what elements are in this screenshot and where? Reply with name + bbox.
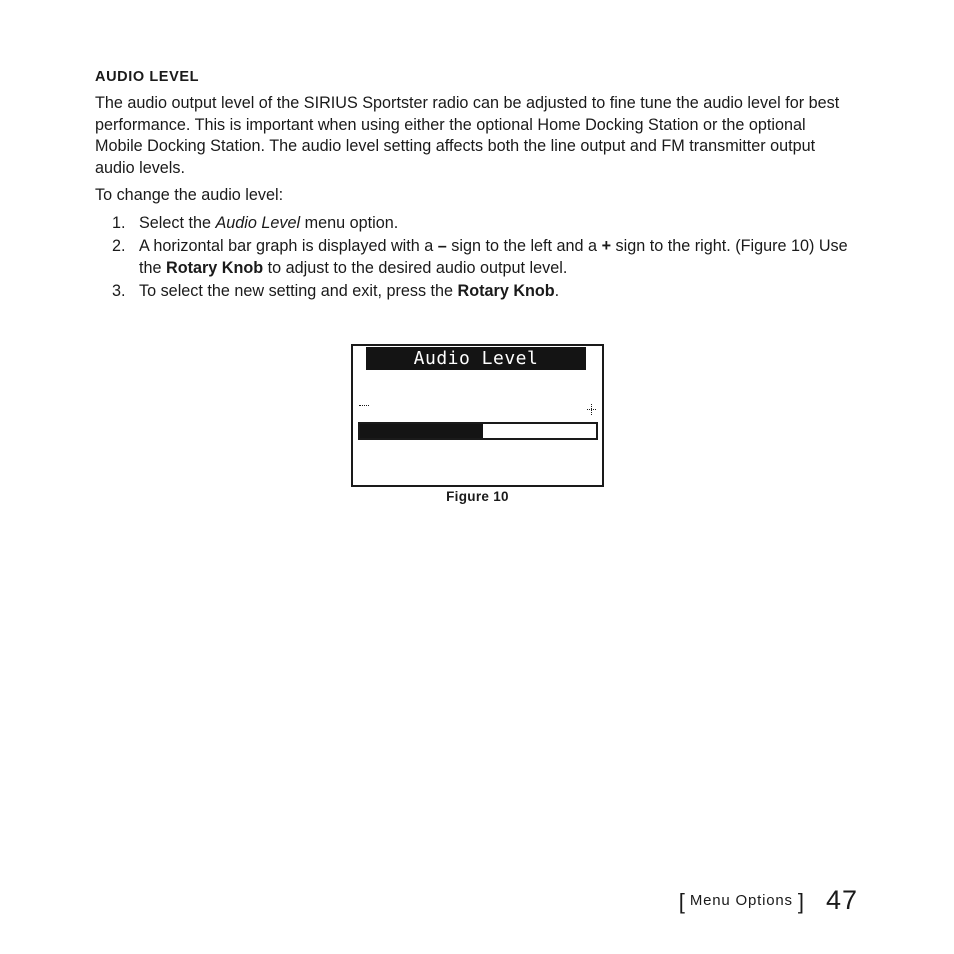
lcd-title: Audio Level bbox=[366, 347, 586, 370]
steps-intro: To change the audio level: bbox=[95, 186, 284, 204]
plus-sign: + bbox=[601, 237, 612, 255]
minus-icon bbox=[359, 405, 369, 410]
footer-section-name: Menu Options bbox=[689, 892, 793, 909]
step-text: To select the new setting and exit, press the bbox=[139, 282, 458, 300]
step-3 bbox=[112, 280, 852, 302]
step-text: A horizontal bar graph is displayed with a bbox=[139, 237, 438, 255]
step-number: 1. bbox=[112, 214, 126, 232]
audio-level-bar bbox=[358, 422, 598, 440]
steps-list bbox=[112, 212, 852, 302]
step-bold: Rotary Knob bbox=[457, 282, 555, 300]
figure-caption: Figure 10 bbox=[446, 489, 509, 504]
section-heading: AUDIO LEVEL bbox=[95, 69, 200, 85]
page-number: 47 bbox=[825, 885, 858, 915]
page-footer bbox=[679, 876, 858, 916]
step-number: 3. bbox=[112, 282, 126, 300]
minus-sign: – bbox=[437, 237, 447, 255]
step-text: sign to the left and a bbox=[446, 237, 602, 255]
step-text: to adjust to the desired audio output level. bbox=[263, 259, 568, 277]
step-emphasis: Audio Level bbox=[215, 214, 301, 232]
step-text: . bbox=[554, 282, 560, 300]
step-text: Select the bbox=[139, 214, 216, 232]
body-paragraph: The audio output level of the SIRIUS Sportster radio can be adjusted to fine tune the audio level for best performance. This is important when using either the optional Home Docking Station or the optional Mobile Docking Station. The audio level setting affects both the line output and FM transmitter output audio levels. bbox=[95, 94, 840, 177]
step-2 bbox=[112, 235, 852, 279]
audio-level-bar-fill bbox=[360, 424, 483, 438]
footer-open-bracket: [ bbox=[678, 889, 685, 914]
plus-icon bbox=[587, 404, 596, 415]
step-text: menu option. bbox=[300, 214, 399, 232]
footer-close-bracket: ] bbox=[797, 889, 804, 914]
step-number: 2. bbox=[112, 237, 126, 255]
step-1 bbox=[112, 212, 852, 234]
step-text: sign to the right. (Figure 10) Use the bbox=[139, 237, 848, 277]
step-bold: Rotary Knob bbox=[166, 259, 264, 277]
lcd-screen-figure bbox=[351, 344, 604, 487]
